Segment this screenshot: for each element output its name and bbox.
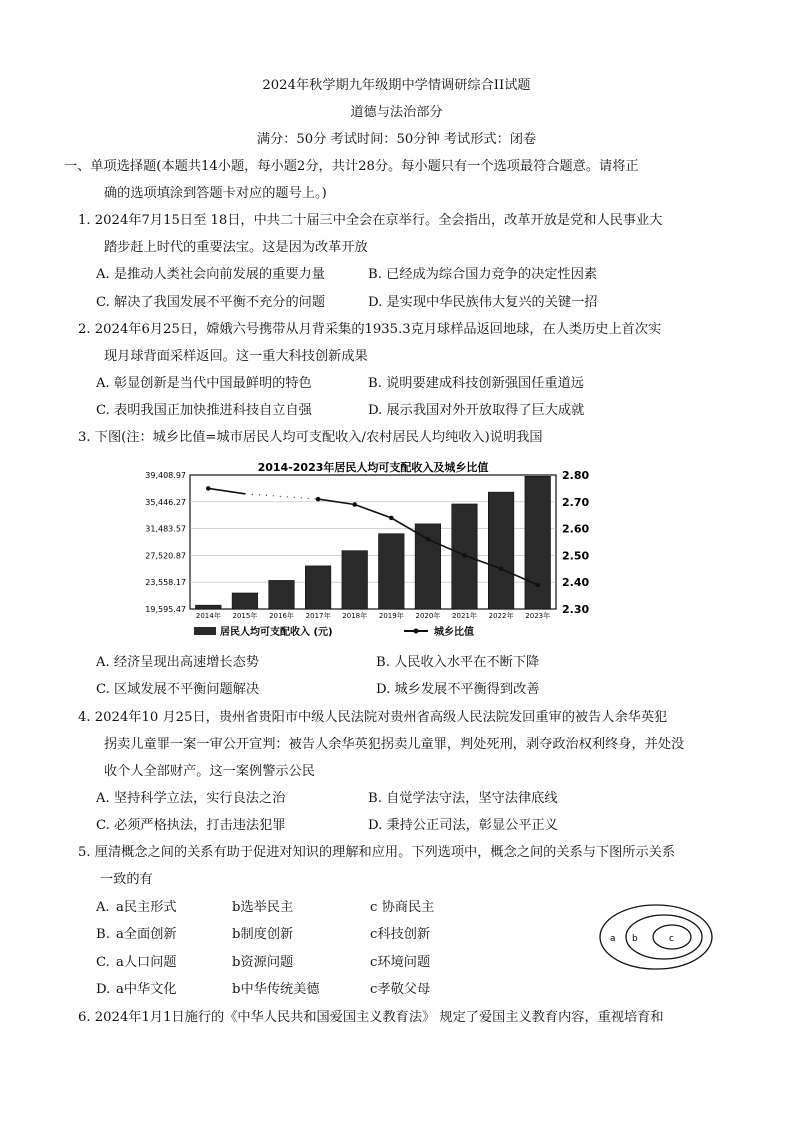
ratio-point-2022年 [499, 567, 504, 572]
y-left-tick-label: 27,520.87 [145, 551, 186, 561]
section-heading: 一、单项选择题(本题共14小题，每小题2分，共计28分。每小题只有一个选项最符合题意。请将正 [64, 159, 639, 174]
q4-option-d: D. 秉持公正司法，彰显公平正义 [368, 818, 558, 833]
q5-option-a-middle: b选举民主 [232, 900, 294, 915]
q6-stem: 6. 2024年1月1日施行的《中华人民共和国爱国主义教育法》 规定了爱国主义教育内容，重视培育和 [78, 1010, 664, 1025]
bar-2023年 [525, 476, 551, 609]
exam-title: 2024年秋学期九年级期中学情调研综合II试题 [262, 78, 531, 93]
x-tick-label: 2015年 [232, 612, 258, 620]
x-tick-label: 2023年 [525, 612, 551, 620]
q5-option-c-middle: b资源问题 [232, 955, 294, 970]
exam-subtitle: 道德与法治部分 [350, 105, 443, 120]
bar-2020年 [415, 524, 441, 609]
q2-option-b: B. 说明要建成科技创新强国任重道远 [368, 376, 584, 391]
q2-stem: 2. 2024年6月25日，嫦娥六号携带从月背采集的1935.3克月球样品返回地球，在人类历史上首次实 [78, 322, 662, 337]
q5-option-b-letter: B. [96, 927, 110, 942]
q5-option-d-middle: b中华传统美德 [232, 982, 320, 997]
legend-line-label: 城乡比值 [434, 627, 474, 638]
bar-2022年 [488, 492, 514, 609]
nested-ellipse-diagram [598, 903, 714, 971]
inner-label: c [669, 934, 674, 944]
q5-option-b-middle: b制度创新 [232, 927, 294, 942]
q1-option-b: B. 已经成为综合国力竞争的决定性因素 [368, 267, 598, 282]
ratio-point-2020年 [426, 537, 431, 542]
legend-bar-label: 居民人均可支配收入 (元) [220, 627, 333, 638]
q4-option-b: B. 自觉学法守法，坚守法律底线 [368, 791, 558, 806]
x-tick-label: 2018年 [342, 612, 368, 620]
q5-option-c-outer: a人口问题 [116, 955, 177, 970]
middle-label: b [632, 934, 638, 944]
y-right-tick-label: 2.80 [562, 469, 590, 482]
x-tick-label: 2014年 [195, 612, 221, 620]
q3-option-a: A. 经济呈现出高速增长态势 [96, 655, 259, 670]
q4-stem: 4. 2024年10 月25日，贵州省贵阳市中级人民法院对贵州省高级人民法院发回重审的被告人余华英犯 [78, 710, 668, 725]
chart-legend [194, 625, 474, 638]
q5-stem-cont: 一致的有 [100, 872, 153, 887]
ratio-point-2019年 [389, 516, 394, 521]
bar-2015年 [232, 593, 258, 609]
exam-info: 满分：50分 考试时间：50分钟 考试形式：闭卷 [256, 132, 537, 147]
q1-option-a: A. 是推动人类社会向前发展的重要力量 [96, 267, 325, 282]
q5-option-d-outer: a中华文化 [116, 982, 177, 997]
y-left-tick-label: 39,408.97 [145, 471, 186, 480]
x-tick-label: 2019年 [378, 612, 404, 620]
q1-option-c: C. 解决了我国发展不平衡不充分的问题 [96, 295, 326, 310]
y-right-tick-label: 2.50 [562, 549, 590, 563]
y-left-tick-label: 31,483.57 [145, 524, 186, 534]
y-right-tick-label: 2.40 [562, 576, 590, 590]
q1-option-d: D. 是实现中华民族伟大复兴的关键一招 [368, 295, 598, 310]
y-left-tick-label: 19,595.47 [145, 605, 186, 614]
legend-bar-swatch [194, 627, 216, 635]
q4-stem-cont: 拐卖儿童罪一案一审公开宣判：被告人余华英犯拐卖儿童罪，判处死刑，剥夺政治权利终身，并处没 [104, 737, 685, 752]
chart-title: 2014-2023年居民人均可支配收入及城乡比值 [257, 461, 489, 474]
bar-2017年 [305, 566, 331, 609]
bar-2014年 [195, 605, 221, 609]
ratio-point-2017年 [316, 497, 321, 502]
q5-option-c-inner: c环境问题 [370, 955, 431, 970]
q3-option-d: D. 城乡发展不平衡得到改善 [376, 682, 540, 697]
q2-option-c: C. 表明我国正加快推进科技自立自强 [96, 403, 312, 418]
outer-label: a [610, 934, 616, 944]
x-tick-label: 2020年 [415, 612, 441, 620]
q1-stem: 1. 2024年7月15日至 18日，中共二十届三中全会在京举行。全会指出，改革开放是党和人民事业大 [78, 213, 663, 228]
q2-option-a: A. 彰显创新是当代中国最鲜明的特色 [96, 376, 312, 391]
section-heading-cont: 确的选项填涂到答题卡对应的题号上。) [104, 186, 327, 201]
q5-option-d-inner: c孝敬父母 [370, 982, 431, 997]
bar-2016年 [269, 580, 295, 609]
x-tick-label: 2021年 [452, 612, 477, 620]
q5-option-a-inner: c 协商民主 [370, 900, 435, 915]
ratio-point-2023年 [535, 583, 540, 588]
bar-2018年 [342, 551, 368, 609]
q4-option-a: A. 坚持科学立法，实行良法之治 [96, 791, 286, 806]
chart-y-left-ticks [145, 471, 186, 614]
q2-stem-cont: 现月球背面采样返回。这一重大科技创新成果 [104, 349, 368, 364]
legend-line-marker [414, 629, 419, 634]
y-right-tick-label: 2.70 [562, 495, 590, 509]
ratio-point-2014年 [206, 486, 211, 491]
q1-stem-cont: 踏步赶上时代的重要法宝。这是因为改革开放 [104, 240, 368, 255]
chart-x-ticks [196, 611, 550, 620]
q3-option-b: B. 人民收入水平在不断下降 [376, 655, 540, 670]
q5-option-c-letter: C. [96, 955, 110, 970]
q3-stem: 3. 下图(注：城乡比值=城市居民人均可支配收入/农村居民人均纯收入)说明我国 [78, 430, 543, 445]
y-right-tick-label: 2.30 [562, 603, 590, 616]
y-left-tick-label: 35,446.27 [145, 497, 186, 507]
x-tick-label: 2022年 [488, 612, 514, 620]
y-left-tick-label: 23,558.17 [145, 578, 186, 588]
q4-stem-cont2: 收个人全部财产。这一案例警示公民 [104, 764, 315, 779]
q5-option-a-outer: a民主形式 [116, 900, 177, 915]
bar-2019年 [378, 534, 404, 609]
q5-option-b-outer: a全面创新 [116, 927, 177, 942]
outer-ellipse [600, 905, 712, 969]
q5-option-d-letter: D. [96, 982, 111, 997]
ratio-point-2018年 [352, 502, 357, 507]
ratio-point-2021年 [462, 553, 467, 558]
q5-option-b-inner: c科技创新 [370, 927, 431, 942]
q5-option-a-letter: A. [96, 900, 110, 915]
q2-option-d: D. 展示我国对外开放取得了巨大成就 [368, 403, 585, 418]
q5-stem: 5. 厘清概念之间的关系有助于促进对知识的理解和应用。下列选项中，概念之间的关系与下图所示关系 [78, 845, 676, 860]
x-tick-label: 2016年 [269, 612, 294, 620]
y-right-tick-label: 2.60 [562, 522, 590, 536]
chart-y-right-ticks [562, 469, 589, 616]
q4-option-c: C. 必须严格执法，打击违法犯罪 [96, 818, 286, 833]
q3-option-c: C. 区域发展不平衡问题解决 [96, 682, 260, 697]
x-tick-label: 2017年 [305, 612, 331, 620]
income-chart [128, 457, 606, 645]
